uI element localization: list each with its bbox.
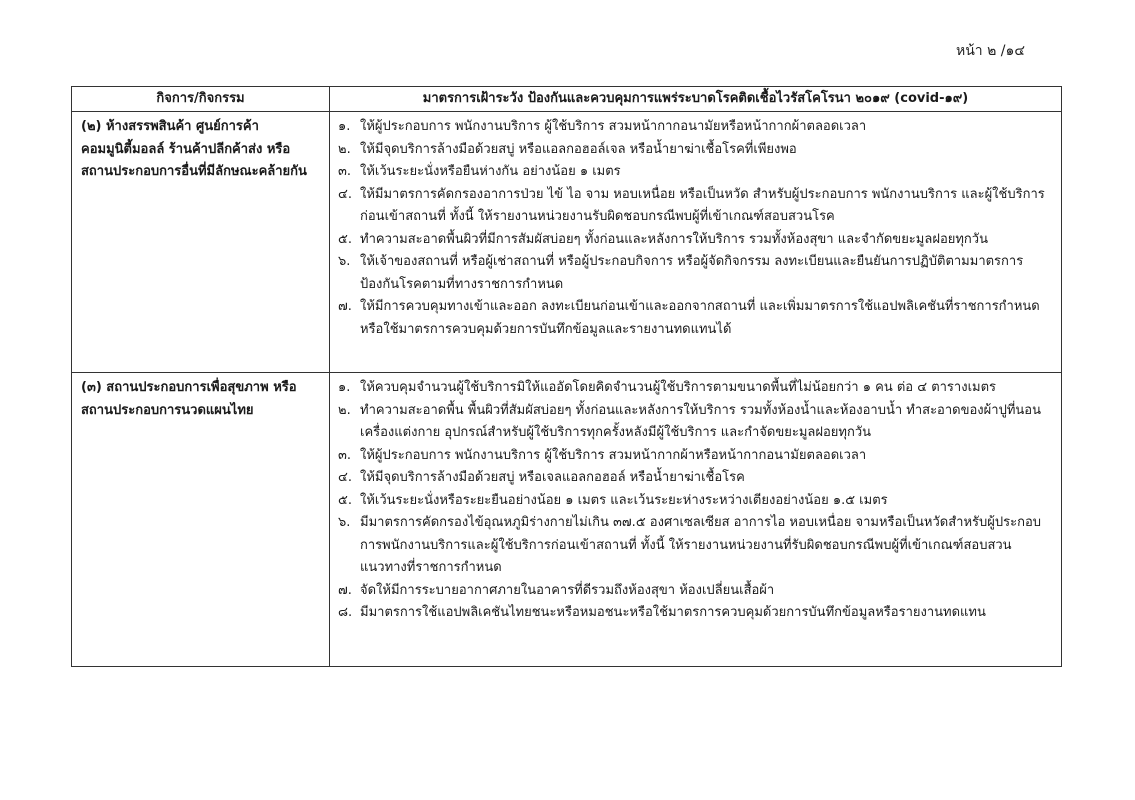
list-item xyxy=(338,296,1053,341)
item-text: ทำความสะอาดพื้นผิวที่มีการสัมผัสบ่อยๆ ทั้งก่อนและหลังการให้บริการ รวมทั้งห้องสุขา และจำกัดขยะมูลฝอยทุกวัน xyxy=(360,231,988,247)
list-item xyxy=(338,467,1053,490)
list-item xyxy=(338,116,1053,139)
item-number: ๑. xyxy=(338,380,351,395)
item-text: ให้ควบคุมจำนวนผู้ใช้บริการมิให้แออัดโดยคิดจำนวนผู้ใช้บริการตามขนาดพื้นที่ไม่น้อยกว่า ๑ คน ต่อ ๔ ตารางเมตร xyxy=(360,380,997,395)
list-item xyxy=(338,184,1053,229)
item-number: ๖. xyxy=(338,254,351,269)
item-number: ๘. xyxy=(338,605,353,620)
list-item xyxy=(338,445,1053,468)
item-text: ให้มีจุดบริการล้างมือด้วยสบู่ หรือเจลแอลกอฮอล์ หรือน้ำยาฆ่าเชื้อโรค xyxy=(360,470,745,485)
item-text: ทำความสะอาดพื้น พื้นผิวที่สัมผัสบ่อยๆ ทั้งก่อนและหลังการให้บริการ รวมทั้งห้องน้ำและห้องอาบน้ำ ทำสะอาดของผ้าปูที่นอนเครื่องแต่งกาย อุปกรณ์สำหรับผู้ใช้บริการทุกครั้งหลังมีผู้ใช้บริการ และกำจัดขยะมูลฝอยทุกวัน xyxy=(360,402,1041,440)
item-text: ให้มีการควบคุมทางเข้าและออก ลงทะเบียนก่อนเข้าและออกจากสถานที่ และเพิ่มมาตรการใช้แอปพลิเคชันที่ราชการกำหนด หรือใช้มาตรการควบคุมด้วยการบันทึกข้อมูลและรายงานทดแทนได้ xyxy=(360,299,1040,337)
list-item xyxy=(338,580,1053,603)
measures-cell xyxy=(330,373,1062,667)
measure-list xyxy=(338,116,1053,341)
list-item xyxy=(338,229,1053,252)
item-number: ๓. xyxy=(338,164,352,179)
activity-cell xyxy=(72,373,330,667)
item-text: ให้มีมาตรการคัดกรองอาการป่วย ไข้ ไอ จาม หอบเหนื่อย หรือเป็นหวัด สำหรับผู้ประกอบการ พนักงานบริการ และผู้ใช้บริการก่อนเข้าสถานที่ ทั้งนี้ ให้รายงานหน่วยงานรับผิดชอบกรณีพบผู้ที่เข้าเกณฑ์สอบสวนโรค xyxy=(360,186,1045,224)
item-number: ๔. xyxy=(338,186,352,202)
item-number: ๑. xyxy=(338,119,351,134)
table-row xyxy=(72,373,1062,667)
item-number: ๒. xyxy=(338,402,351,418)
item-number: ๗. xyxy=(338,299,352,314)
activity-cell xyxy=(72,112,330,373)
activity-title: (๒) ห้างสรรพสินค้า ศูนย์การค้า คอมมูนิตี้มอลล์ ร้านค้าปลีกค้าส่ง หรือ สถานประกอบการอื่นที่มีลักษณะคล้ายกัน xyxy=(81,119,307,179)
item-text: จัดให้มีการระบายอากาศภายในอาคารที่ดีรวมถึงห้องสุขา ห้องเปลี่ยนเสื้อผ้า xyxy=(360,582,775,598)
measure-list xyxy=(338,377,1053,625)
list-item xyxy=(338,490,1053,513)
measures-cell xyxy=(330,112,1062,373)
list-item xyxy=(338,139,1053,162)
item-number: ๒. xyxy=(338,141,351,157)
list-item xyxy=(338,602,1053,625)
list-item xyxy=(338,400,1053,445)
item-text: ให้ผู้ประกอบการ พนักงานบริการ ผู้ใช้บริการ สวมหน้ากากอนามัยหรือหน้ากากผ้าตลอดเวลา xyxy=(360,119,867,134)
page-number: หน้า ๒ /๑๔ xyxy=(956,43,1025,59)
item-text: ให้มีจุดบริการล้างมือด้วยสบู่ หรือแอลกอฮอล์เจล หรือน้ำยาฆ่าเชื้อโรคที่เพียงพอ xyxy=(360,141,797,157)
item-number: ๓. xyxy=(338,447,352,463)
item-text: มีมาตรการใช้แอปพลิเคชันไทยชนะหรือหมอชนะหรือใช้มาตรการควบคุมด้วยการบันทึกข้อมูลหรือรายงานทดแทน xyxy=(360,605,986,620)
item-text: ให้ผู้ประกอบการ พนักงานบริการ ผู้ใช้บริการ สวมหน้ากากผ้าหรือหน้ากากอนามัยตลอดเวลา xyxy=(360,447,867,463)
list-item xyxy=(338,377,1053,400)
activity-title: (๓) สถานประกอบการเพื่อสุขภาพ หรือ สถานประกอบการนวดแผนไทย xyxy=(81,380,297,418)
item-text: มีมาตรการคัดกรองไข้อุณหภูมิร่างกายไม่เกิน ๓๗.๕ องศาเซลเซียส อาการไอ หอบเหนื่อย จามหรือเป็นหวัดสำหรับผู้ประกอบการพนักงานบริการและผู้ใช้บริการก่อนเข้าสถานที่ ทั้งนี้ ให้รายงานหน่วยงานที่รับผิดชอบกรณีพบผู้ที่เข้าเกณฑ์สอบสวนแนวทางที่ราชการกำหนด xyxy=(360,515,1042,575)
item-text: ให้เว้นระยะนั่งหรือยืนห่างกัน อย่างน้อย ๑ เมตร xyxy=(360,164,621,179)
item-number: ๗. xyxy=(338,582,352,598)
item-number: ๕. xyxy=(338,492,352,508)
item-text: ให้เจ้าของสถานที่ หรือผู้เช่าสถานที่ หรือผู้ประกอบกิจการ หรือผู้จัดกิจกรรม ลงทะเบียนและยืนยันการปฏิบัติตามมาตรการป้องกันโรคตามที่ทางราชการกำหนด xyxy=(360,254,1024,292)
list-item xyxy=(338,251,1053,296)
item-number: ๖. xyxy=(338,515,351,530)
item-number: ๕. xyxy=(338,231,352,247)
table-header-row xyxy=(72,87,1062,112)
item-number: ๔. xyxy=(338,470,352,485)
item-text: ให้เว้นระยะนั่งหรือระยะยืนอย่างน้อย ๑ เมตร และเว้นระยะห่างระหว่างเตียงอย่างน้อย ๑.๕ เมตร xyxy=(360,492,888,508)
list-item xyxy=(338,161,1053,184)
header-measures: มาตรการเฝ้าระวัง ป้องกันและควบคุมการแพร่ระบาดโรคติดเชื้อไวรัสโคโรนา ๒๐๑๙ (covid-๑๙) xyxy=(330,87,1062,112)
list-item xyxy=(338,512,1053,580)
table-row xyxy=(72,112,1062,373)
header-activity: กิจการ/กิจกรรม xyxy=(72,87,330,112)
measures-table xyxy=(71,86,1062,667)
